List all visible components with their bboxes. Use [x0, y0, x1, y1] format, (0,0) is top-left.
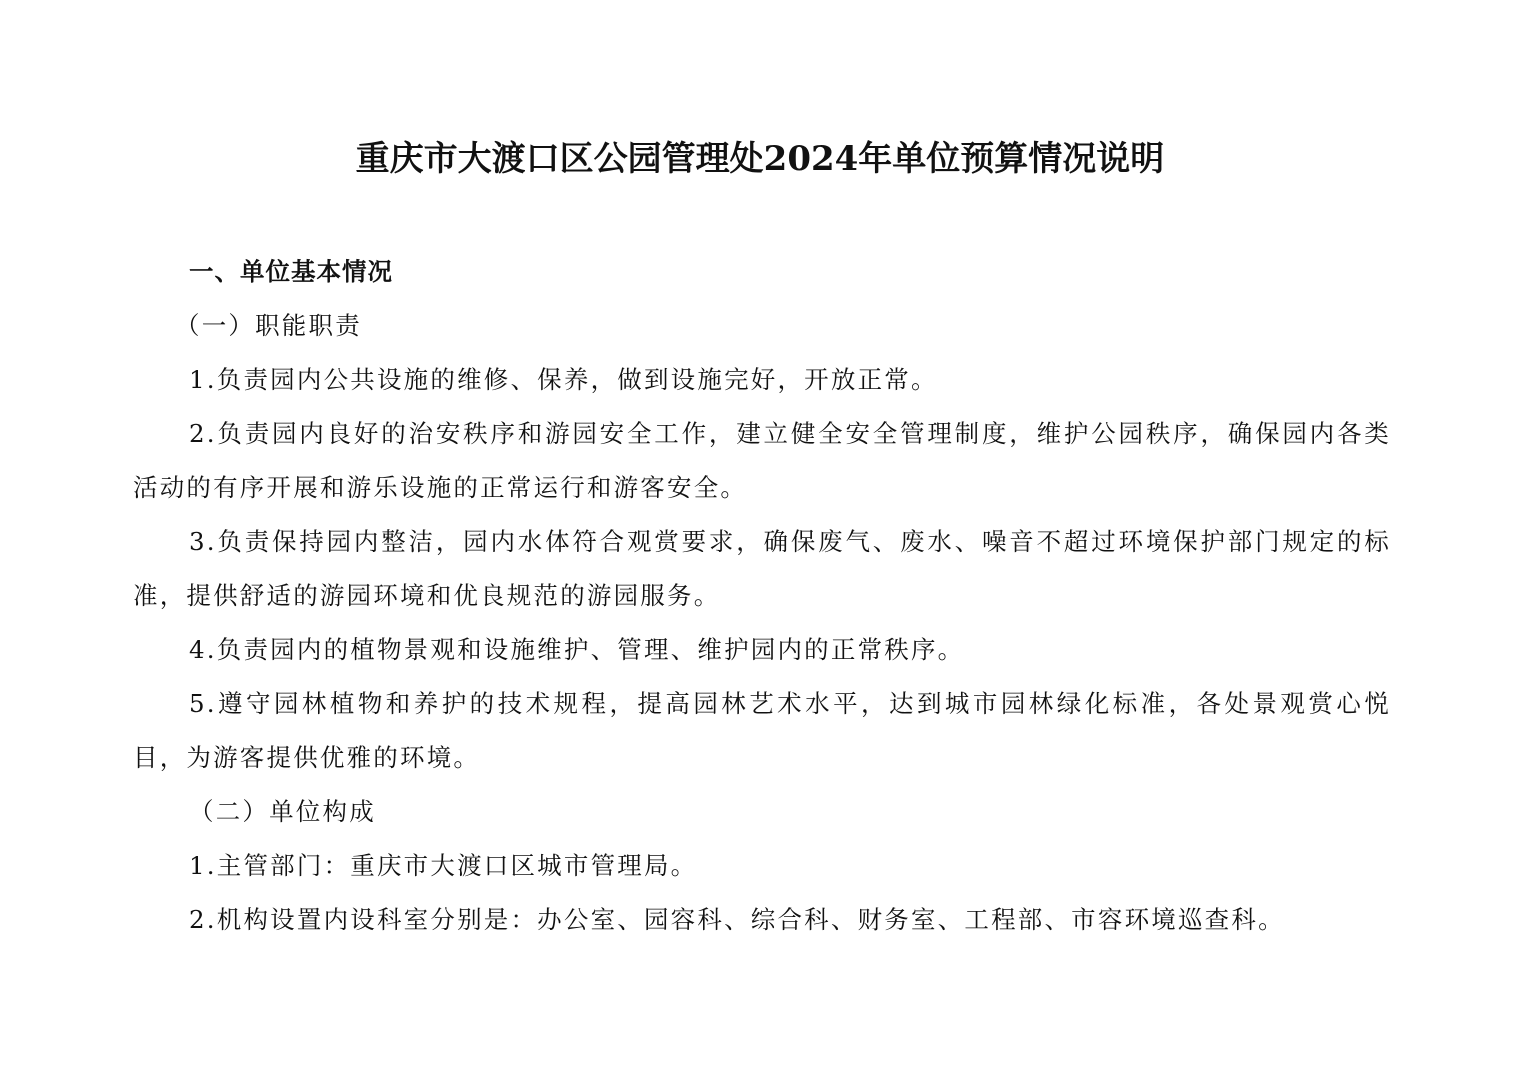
composition-item-1: 1.主管部门：重庆市大渡口区城市管理局。	[189, 851, 698, 880]
duty-item-5: 5.遵守园林植物和养护的技术规程，提高园林艺术水平，达到城市园林绿化标准，各处景观赏心悦目，为游客提供优雅的环境。	[133, 689, 1391, 772]
duty-item-1: 1.负责园内公共设施的维修、保养，做到设施完好，开放正常。	[189, 365, 938, 394]
section-heading-basic-info: 一、单位基本情况	[189, 257, 393, 286]
document-body	[133, 245, 1391, 947]
composition-item-2: 2.机构设置内设科室分别是：办公室、园容科、综合科、财务室、工程部、市容环境巡查科。	[189, 905, 1285, 934]
subsection-heading-duties: （一）职能职责	[175, 311, 362, 340]
document-title: 重庆市大渡口区公园管理处2024年单位预算情况说明	[355, 139, 1165, 179]
duty-item-4: 4.负责园内的植物景观和设施维护、管理、维护园内的正常秩序。	[189, 635, 965, 664]
subsection-heading-composition: （二）单位构成	[189, 797, 376, 826]
duty-item-2: 2.负责园内良好的治安秩序和游园安全工作，建立健全安全管理制度，维护公园秩序，确保园内各类活动的有序开展和游乐设施的正常运行和游客安全。	[133, 419, 1391, 502]
duty-item-3: 3.负责保持园内整洁，园内水体符合观赏要求，确保废气、废水、噪音不超过环境保护部门规定的标准，提供舒适的游园环境和优良规范的游园服务。	[133, 527, 1391, 610]
